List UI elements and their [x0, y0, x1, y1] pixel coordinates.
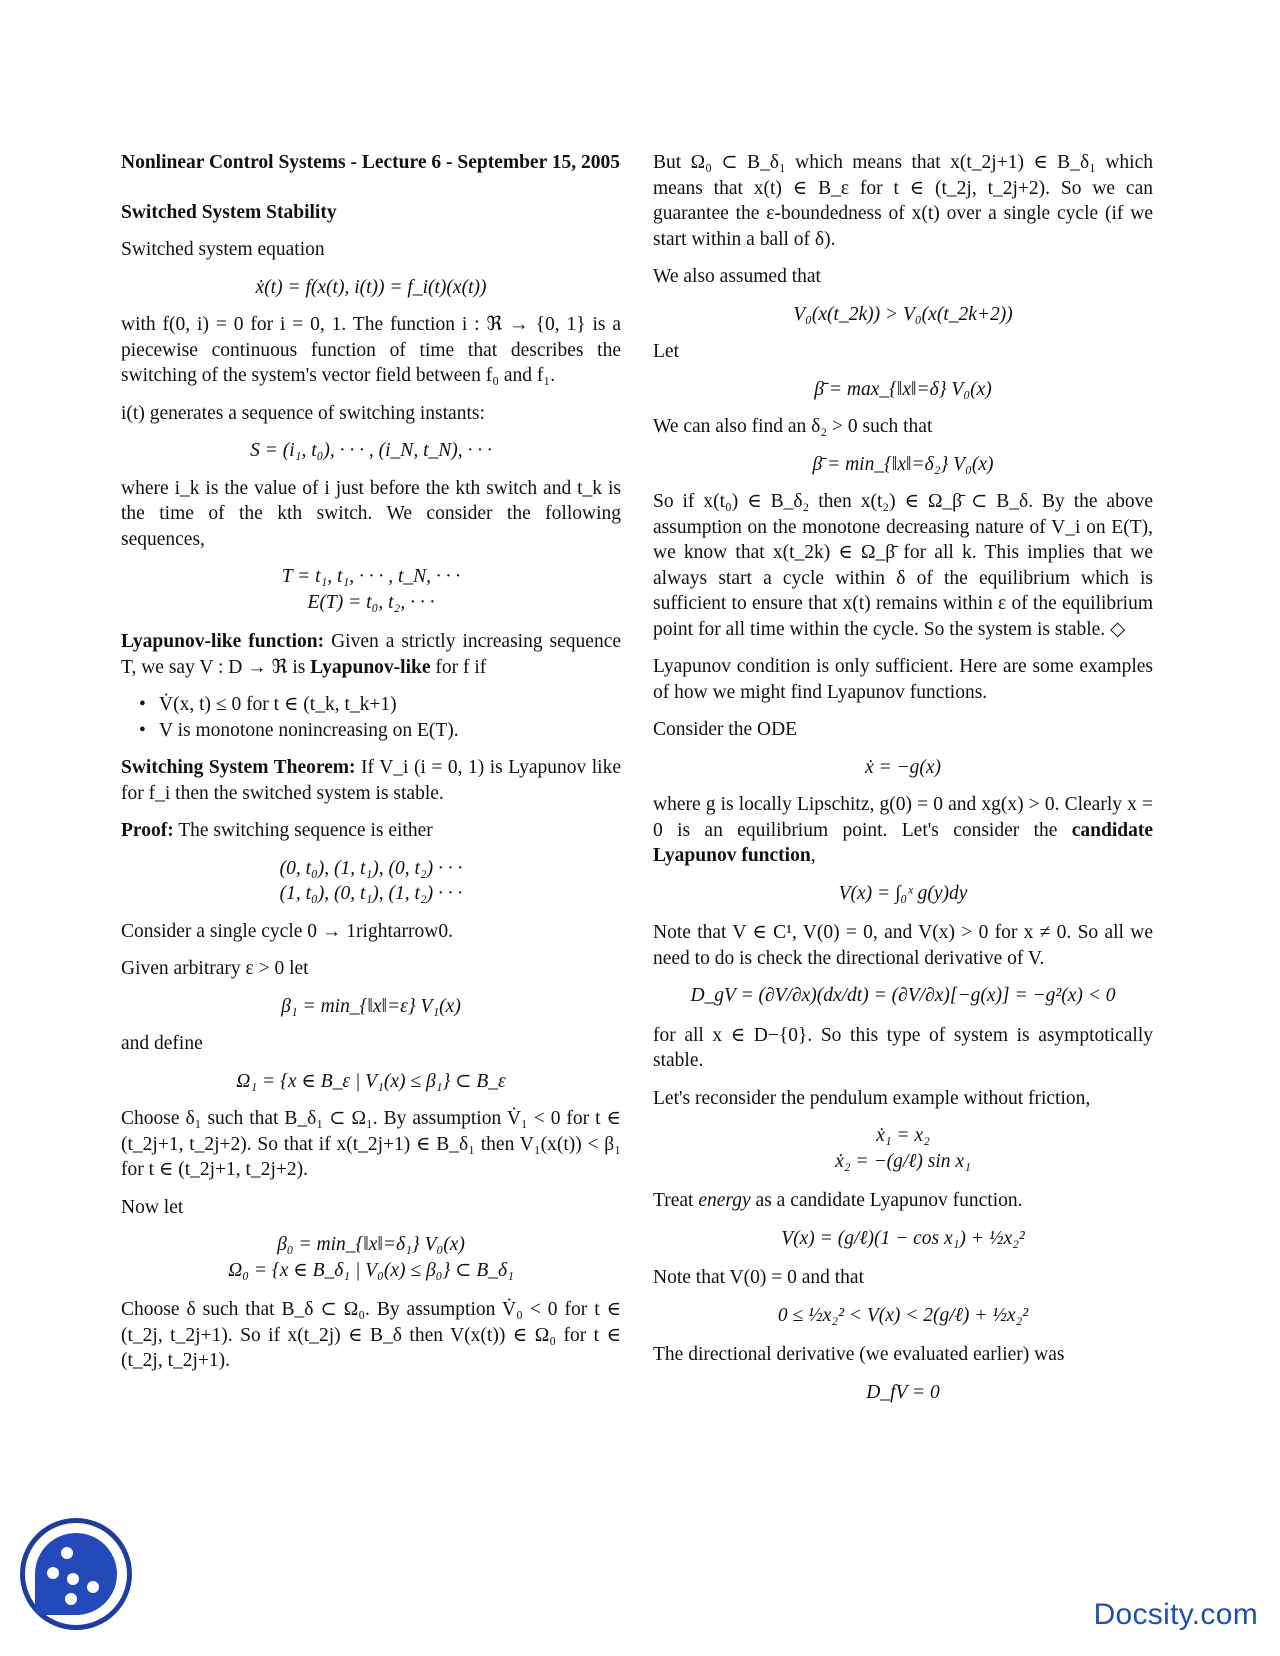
paragraph: Choose δ such that B_δ ⊂ Ω₀. By assumption V̇₀ < 0 for t ∈ (t_2j, t_2j+1). So if x(t_2j) ∈ B_δ then V(x(t)) ∈ Ω₀ for t ∈ (t_2j, t_2j+1). [121, 1299, 621, 1371]
paragraph: Now let [121, 1196, 184, 1218]
defined-term: candidate Lyapunov function [653, 819, 1153, 866]
paragraph: Switched system equation [121, 239, 325, 260]
paragraph: with f(0, i) = 0 for i = 0, 1. The function i : ℜ → {0, 1} is a piecewise continuous function of time that describes the switching of the system's vector field between f₀ and f₁. [121, 314, 621, 386]
paragraph: We can also find an δ₂ > 0 such that [653, 416, 933, 437]
list-item: • V is monotone nonincreasing on E(T). [139, 718, 621, 744]
defined-term: Lyapunov-like [310, 656, 431, 678]
equation-array-pendulum [653, 1123, 1153, 1174]
logo-mark [35, 1533, 117, 1615]
right-column [653, 150, 1153, 1417]
equation-betabar-max: β̄ = max_{‖x‖=δ} V₀(x) [814, 378, 992, 400]
equation-x2: ẋ₂ = −(g/ℓ) sin x₁ [835, 1150, 971, 1172]
paragraph-lyapunov-like: Lyapunov-like function: Given a strictly increasing sequence T, we say V : D → ℜ is Lyapunov-like for f if [121, 631, 621, 678]
equation-V0: V₀(x(t_2k)) > V₀(x(t_2k+2)) [793, 303, 1013, 325]
paragraph: Consider a single cycle 0 → 1rightarrow0. [121, 920, 453, 942]
equation-ode: ẋ = −g(x) [864, 756, 942, 778]
equation-array-T [121, 564, 621, 615]
paragraph: Note that V ∈ C¹, V(0) = 0, and V(x) > 0 for x ≠ 0. So all we need to do is check the directional derivative of V. [653, 922, 1153, 969]
paragraph: The directional derivative (we evaluated earlier) was [653, 1344, 1065, 1365]
proof-label: Proof: [121, 820, 174, 841]
equation-seq1: (0, t₀), (1, t₁), (0, t₂) · · · [279, 857, 463, 879]
left-column [121, 150, 621, 1386]
paragraph: Lyapunov condition is only sufficient. Here are some examples of how we might find Lyapunov functions. [653, 656, 1153, 703]
equation-omega0: Ω₀ = {x ∈ B_δ₁ | V₀(x) ≤ β₀} ⊂ B_δ₁ [228, 1259, 514, 1281]
logo-dot [67, 1573, 79, 1585]
paragraph: Note that V(0) = 0 and that [653, 1267, 865, 1288]
paragraph-energy: Treat energy as a candidate Lyapunov function. [653, 1190, 1023, 1211]
paragraph: We also assumed that [653, 266, 821, 287]
equation-DfV: D_fV = 0 [866, 1381, 940, 1403]
paragraph: where i_k is the value of i just before the kth switch and t_k is the time of the kth switch. We consider the following sequences, [121, 477, 621, 550]
docsity-logo-icon [20, 1518, 132, 1630]
paragraph: and define [121, 1033, 203, 1054]
equation-seq2: (1, t₀), (0, t₁), (1, t₂) · · · [279, 883, 463, 904]
condition-list [139, 692, 621, 743]
paragraph: But Ω₀ ⊂ B_δ₁ which means that x(t_2j+1) ∈ B_δ₁ which means that x(t) ∈ B_ε for t ∈ (t_2j, t_2j+2). So we can guarantee the ε-boundedness of x(t) over a single cycle (if we start within a ball of δ). [653, 152, 1153, 250]
equation-V-integral: V(x) = ∫₀ˣ g(y)dy [838, 882, 968, 904]
equation-omega1: Ω₁ = {x ∈ B_ε | V₁(x) ≤ β₁} ⊂ B_ε [236, 1070, 506, 1092]
equation-array-beta0 [121, 1232, 621, 1283]
list-item: • V̇(x, t) ≤ 0 for t ∈ (t_k, t_k+1) [139, 692, 621, 718]
equation-array-sequences [121, 856, 621, 907]
emphasis: energy [698, 1190, 751, 1211]
lecture-title: Nonlinear Control Systems - Lecture 6 - September 15, 2005 [121, 152, 621, 173]
equation-ET: E(T) = t₀, t₂, · · · [307, 591, 435, 613]
paragraph: Choose δ₁ such that B_δ₁ ⊂ Ω₁. By assumption V̇₁ < 0 for t ∈ (t_2j+1, t_2j+2). So that if x(t_2j+1) ∈ B_δ₁ then V₁(x(t)) < β₁ for t ∈ (t_2j+1, t_2j+2). [121, 1108, 621, 1180]
paragraph-proof: Proof: The switching sequence is either [121, 820, 433, 841]
logo-dot [47, 1567, 59, 1579]
paragraph: So if x(t₀) ∈ B_δ₂ then x(t₂) ∈ Ω_β̄ ⊂ B_δ. By the above assumption on the monotone decreasing nature of V_i on E(T), we know that x(t_2k) ∈ Ω_β̄ for all k. This implies that we always start a cycle within δ of the equilibrium which is sufficient to ensure that x(t) remains within ε of the equilibrium point for all time within the cycle. So the system is stable. ◇ [653, 491, 1153, 640]
paragraph: Let's reconsider the pendulum example without friction, [653, 1087, 1091, 1109]
logo-dot [65, 1593, 77, 1605]
equation-sequence: S = (i₁, t₀), · · · , (i_N, t_N), · · · [250, 440, 492, 461]
equation-bound: 0 ≤ ½x₂² < V(x) < 2(g/ℓ) + ½x₂² [777, 1304, 1029, 1326]
equation-x1: ẋ₁ = x₂ [876, 1125, 930, 1146]
paragraph: i(t) generates a sequence of switching instants: [121, 402, 485, 424]
equation-T: T = t₁, t₁, · · · , t_N, · · · [281, 566, 461, 587]
paragraph: Given arbitrary ε > 0 let [121, 958, 309, 979]
equation-beta1: β₁ = min_{‖x‖=ε} V₁(x) [281, 995, 461, 1017]
paragraph-theorem: Switching System Theorem: If V_i (i = 0, 1) is Lyapunov like for f_i then the switched system is stable. [121, 757, 621, 804]
equation-switched: ẋ(t) = f(x(t), i(t)) = f_i(t)(x(t)) [255, 276, 487, 298]
equation-DgV: D_gV = (∂V/∂x)(dx/dt) = (∂V/∂x)[−g(x)] = −g²(x) < 0 [690, 985, 1116, 1006]
paragraph: Consider the ODE [653, 719, 798, 740]
brand-watermark: Docsity.com [1093, 1598, 1258, 1631]
definition-label: Lyapunov-like function: [121, 631, 325, 652]
paragraph: for all x ∈ D−{0}. So this type of system is asymptotically stable. [653, 1024, 1153, 1071]
logo-dot [87, 1581, 99, 1593]
equation-betabar-min: β̄ = min_{‖x‖=δ₂} V₀(x) [812, 453, 994, 475]
section-heading: Switched System Stability [121, 201, 337, 223]
logo-dot [61, 1547, 73, 1559]
equation-energy: V(x) = (g/ℓ)(1 − cos x₁) + ½x₂² [781, 1227, 1025, 1249]
theorem-label: Switching System Theorem: [121, 757, 356, 778]
paragraph-candidate: where g is locally Lipschitz, g(0) = 0 and xg(x) > 0. Clearly x = 0 is an equilibrium point. Let's consider the candidate Lyapunov function, [653, 794, 1153, 866]
equation-beta0: β₀ = min_{‖x‖=δ₁} V₀(x) [277, 1234, 465, 1255]
paragraph: Let [653, 341, 679, 362]
